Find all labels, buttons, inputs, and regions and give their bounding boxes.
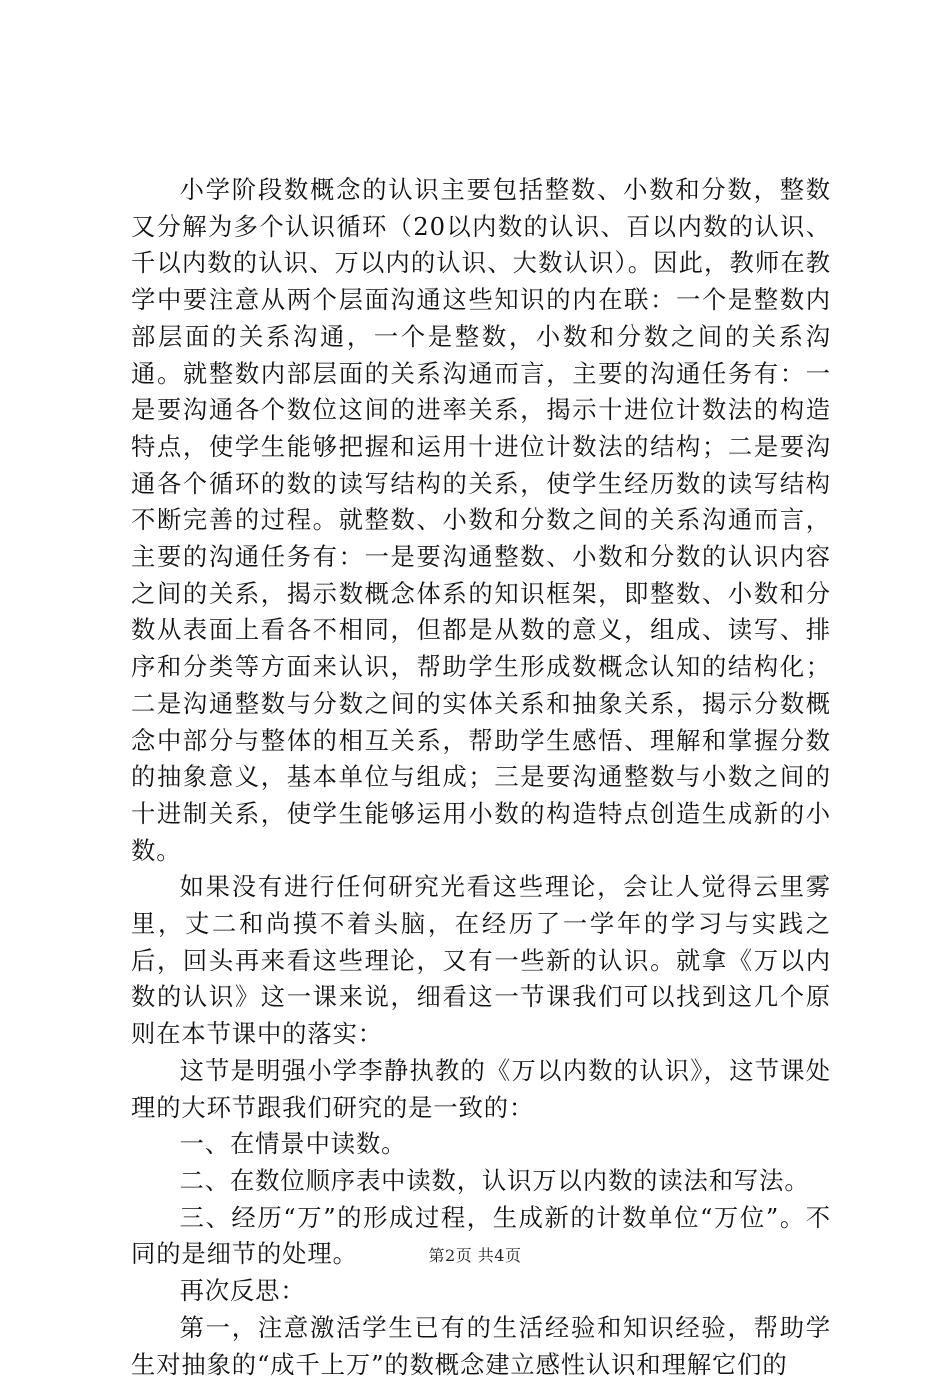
paragraph: 这节是明强小学李静执教的《万以内数的认识》，这节课处理的大环节跟我们研究的是一致的： — [131, 1055, 831, 1122]
paragraph: 如果没有进行任何研究光看这些理论，会让人觉得云里雾里，丈二和尚摸不着头脑，在经历了一学年的学习与实践之后，回头再来看这些理论，又有一些新的认识。就拿《万以内数的认识》这一课来说，细看这一节课我们可以找到这几个原则在本节课中的落实： — [131, 872, 831, 1049]
paragraph: 再次反思： — [179, 1276, 306, 1306]
paragraph: 一、在情景中读数。 — [179, 1129, 407, 1159]
paragraph: 第一，注意激活学生已有的生活经验和知识经验，帮助学生对抽象的“成千上万”的数概念建立感性认识和理解它们的 — [131, 1312, 831, 1379]
paragraph: 小学阶段数概念的认识主要包括整数、小数和分数，整数又分解为多个认识循环（20以内数的认识、百以内数的认识、千以内数的认识、万以内的认识、大数认识）。因此，教师在教学中要注意从两个层面沟通这些知识的内在联：一个是整数内部层面的关系沟通，一个是整数，小数和分数之间的关系沟通。就整数内部层面的关系沟通而言，主要的沟通任务有：一是要沟通各个数位这间的进率关系，揭示十进位计数法的构造特点，使学生能够把握和运用十进位计数法的结构；二是要沟通各个循环的数的读写结构的关系，使学生经历数的读写结构不断完善的过程。就整数、小数和分数之间的关系沟通而言，主要的沟通任务有：一是要沟通整数、小数和分数的认识内容之间的关系，揭示数概念体系的知识框架，即整数、小数和分数从表面上看各不相同，但都是从数的意义，组成、读写、排序和分类等方面来认识，帮助学生形成数概念认知的结构化；二是沟通整数与分数之间的实体关系和抽象关系，揭示分数概念中部分与整体的相互关系，帮助学生感悟、理解和掌握分数的抽象意义，基本单位与组成；三是要沟通整数与小数之间的十进制关系，使学生能够运用小数的构造特点创造生成新的小数。 — [131, 175, 831, 865]
document-body — [131, 172, 831, 1383]
paragraph: 二、在数位顺序表中读数，认识万以内数的读法和写法。 — [179, 1165, 810, 1195]
page-footer: 第2页 共4页 — [428, 1246, 522, 1265]
paragraph: 三、经历“万”的形成过程，生成新的计数单位“万位”。不同的是细节的处理。 — [131, 1202, 831, 1269]
